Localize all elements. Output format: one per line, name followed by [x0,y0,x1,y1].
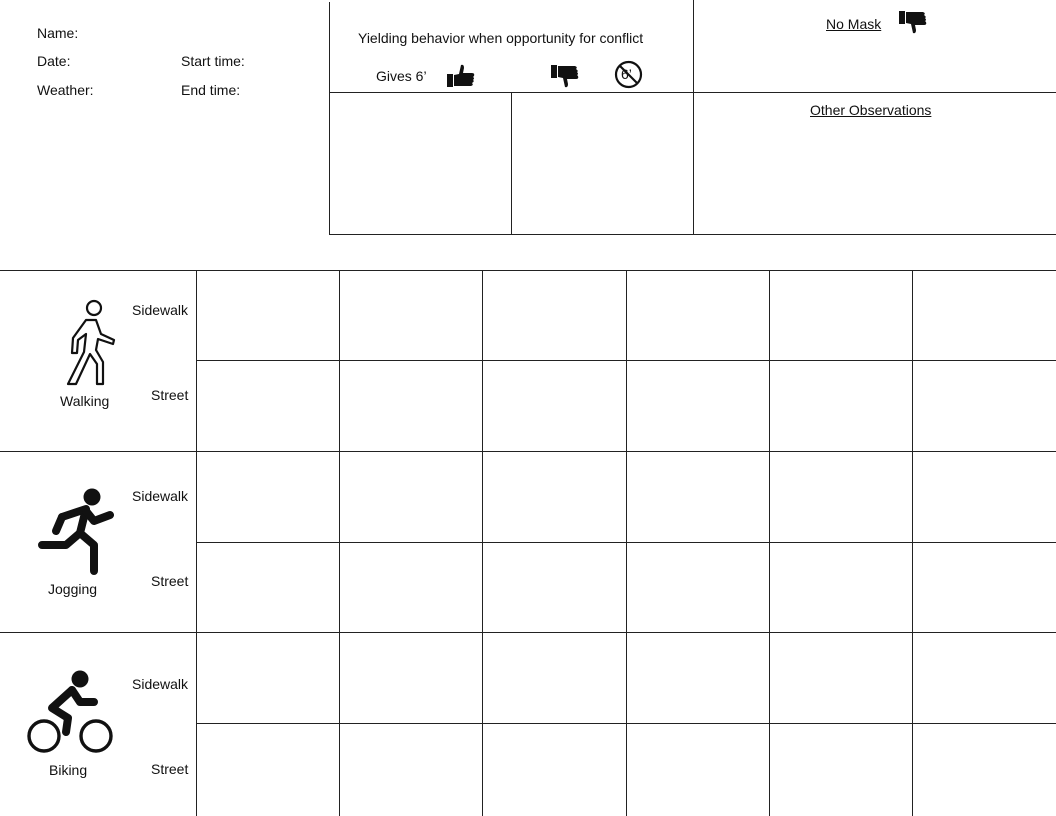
grid-col-line-1 [196,270,197,816]
mode-label-jogging: Jogging [48,581,98,597]
grid-top-border [0,270,1056,271]
grid-col-line-3 [482,270,483,816]
yield-box-bottom-border [329,234,1056,235]
yield-box-divider-1 [511,93,512,235]
cyclist-icon [26,668,114,756]
running-person-icon [36,487,116,577]
sub-label-walking-sidewalk: Sidewalk [132,302,189,318]
no-mask-thumbs-down-icon [899,10,927,34]
yield-box-left-border [329,2,330,235]
no-six-feet-text: 6’ [621,66,632,82]
mode-label-walking: Walking [60,393,110,409]
grid-col-line-6 [912,270,913,816]
end-time-label: End time: [181,82,241,98]
weather-label: Weather: [37,82,94,98]
yield-box-header-rule [329,92,1056,93]
sub-label-biking-street: Street [151,761,189,777]
yield-title: Yielding behavior when opportunity for conflict [358,30,644,46]
no-mask-label: No Mask [826,16,882,32]
grid-col-line-5 [769,270,770,816]
thumbs-down-icon [551,64,579,88]
gives-six-feet-label: Gives 6’ [376,68,427,84]
start-time-label: Start time: [181,53,245,69]
grid-col-line-4 [626,270,627,816]
walking-person-icon [56,298,120,388]
mode-label-biking: Biking [49,762,88,778]
no-six-feet-icon [614,60,643,89]
grid-col-line-2 [339,270,340,816]
grid-walking-bottom-rule [0,451,1056,452]
sub-label-walking-street: Street [151,387,189,403]
sub-label-biking-sidewalk: Sidewalk [132,676,189,692]
sub-label-jogging-street: Street [151,573,189,589]
yield-box-divider-2 [693,0,694,235]
other-observations-label: Other Observations [810,102,932,118]
sub-label-jogging-sidewalk: Sidewalk [132,488,189,504]
date-label: Date: [37,53,71,69]
grid-jogging-bottom-rule [0,632,1056,633]
thumbs-up-icon [447,64,475,88]
name-label: Name: [37,25,79,41]
